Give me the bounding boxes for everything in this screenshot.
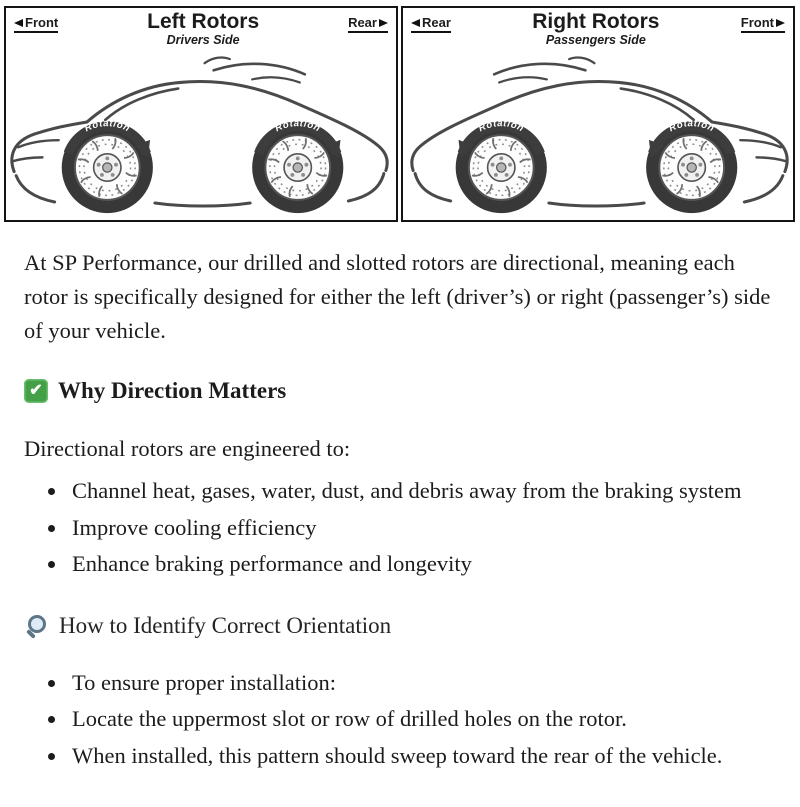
list-item: • Locate the uppermost slot or row of drilled holes on the rotor.: [68, 702, 774, 736]
left-panel-header: [6, 8, 396, 47]
right-rotors-panel: [401, 6, 795, 222]
heading-text: How to Identify Correct Orientation: [59, 613, 392, 639]
panel-subtitle-text: Passengers Side: [545, 32, 646, 47]
car-illustration-left: [6, 48, 396, 220]
article-body: [0, 226, 800, 807]
rear-direction-label: [411, 15, 451, 33]
list-item: • To ensure proper installation:: [68, 666, 774, 700]
left-panel-title: [147, 11, 259, 47]
rotation-arrow-label: Rotation: [273, 118, 323, 135]
lead-sentence: Directional rotors are engineered to:: [24, 436, 351, 462]
section-heading-why-direction-matters: [24, 374, 774, 409]
left-rotors-panel: [4, 6, 398, 222]
rear-label-text: Rear: [348, 15, 377, 30]
arrow-right-icon: [379, 19, 388, 27]
rotation-arrow-label: Rotation: [667, 118, 717, 135]
panel-subtitle-text: Drivers Side: [166, 32, 240, 47]
rotor-direction-diagram: [4, 6, 795, 222]
arrow-left-icon: [411, 19, 420, 27]
rotation-arrow-label: Rotation: [476, 118, 526, 135]
panel-title-text: Right Rotors: [532, 10, 660, 33]
heading-text: Why Direction Matters: [58, 377, 287, 403]
list-item: • When installed, this pattern should sweep toward the rear of the vehicle.: [68, 739, 774, 773]
right-panel-title: [532, 11, 659, 47]
list-item: • Enhance braking performance and longevity: [68, 547, 774, 581]
magnifier-icon: [24, 614, 48, 638]
car-illustration-right: [403, 48, 793, 220]
front-label-text: Front: [740, 15, 774, 30]
right-panel-header: [403, 8, 793, 47]
arrow-right-icon: [776, 19, 785, 27]
intro-paragraph: At SP Performance, our drilled and slotted rotors are directional, meaning each rotor is specifically designed for either the left (driver’s) or right (passenger’s) side of your vehicle.: [24, 250, 771, 343]
front-direction-label: [14, 15, 58, 33]
benefits-list: [24, 474, 774, 581]
section-heading-identify-orientation: [24, 609, 774, 644]
panel-title-text: Left Rotors: [147, 10, 260, 33]
list-item: • Channel heat, gases, water, dust, and debris away from the braking system: [68, 474, 774, 508]
orientation-list: [24, 666, 774, 773]
front-direction-label: [741, 15, 785, 33]
rotation-arrow-label: Rotation: [82, 118, 132, 135]
front-label-text: Front: [25, 15, 59, 30]
rear-label-text: Rear: [422, 15, 451, 30]
arrow-left-icon: [14, 19, 23, 27]
list-item: • Improve cooling efficiency: [68, 511, 774, 545]
check-icon: ✔: [24, 379, 48, 403]
rear-direction-label: [348, 15, 388, 33]
